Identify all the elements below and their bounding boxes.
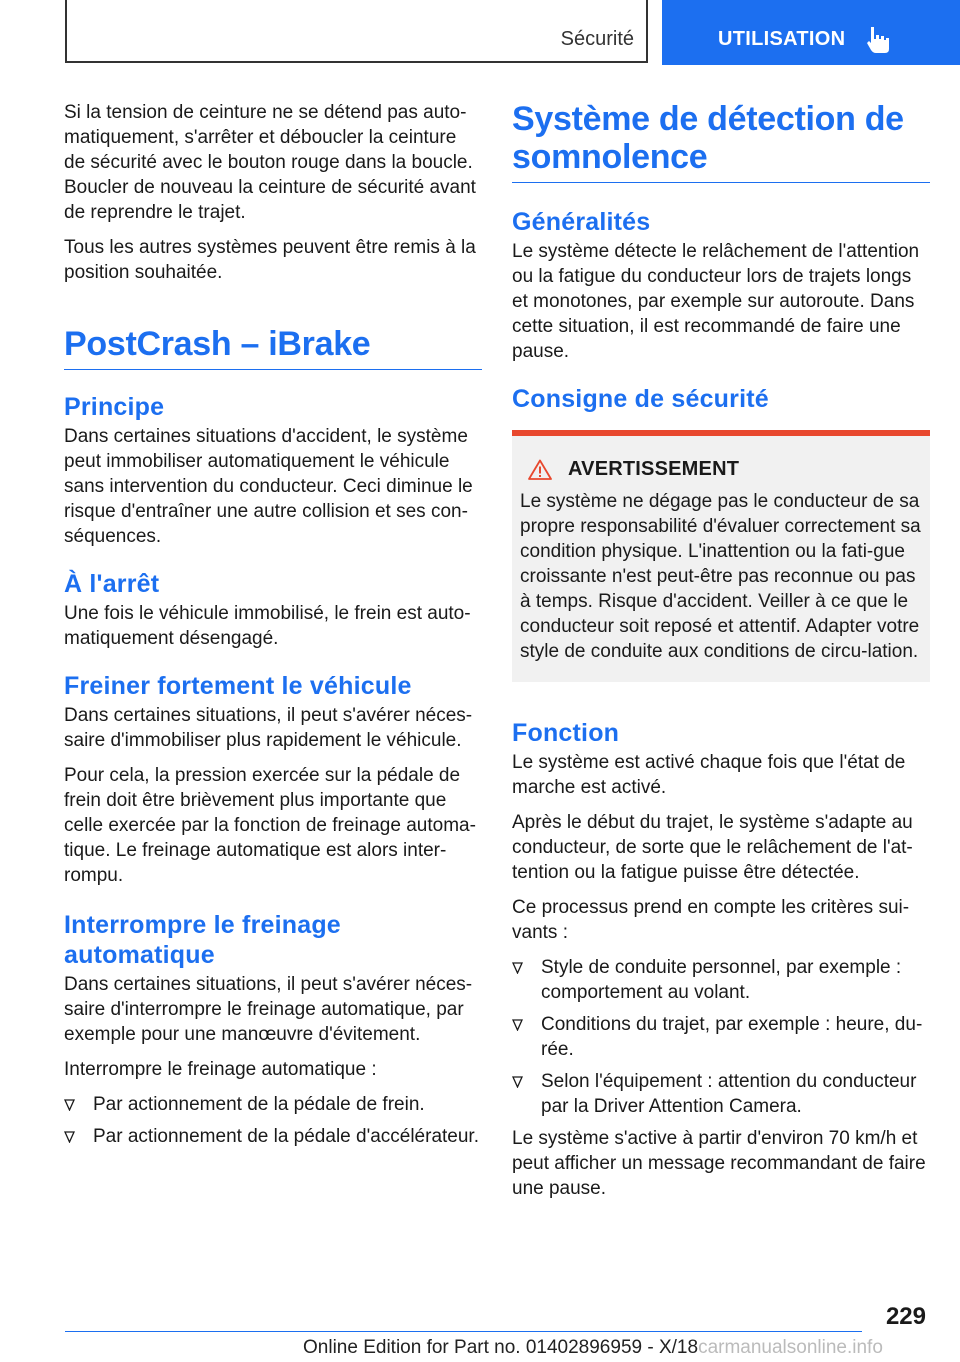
arret-heading: À l'arrêt xyxy=(64,570,160,598)
interrompre-heading: Interrompre le freinage automatique xyxy=(64,911,341,969)
intro-paragraph-1: Si la tension de ceinture ne se détend pas auto-matiquement, s'arrêter et déboucler la ceinture de sécurité avec le bouton rouge dans la boucle. Boucler de nouveau la ceinture de sécurité avant de reprendre le trajet. xyxy=(64,102,476,223)
fonction-paragraph-1: Le système est activé chaque fois que l'état de marche est activé. xyxy=(512,752,906,798)
fonction-paragraph-2: Après le début du trajet, le système s'adapte au conducteur, de sorte que le relâchement de l'at-tention ou la fatigue puisse être détectée. xyxy=(512,812,913,883)
consigne-heading: Consigne de sécurité xyxy=(512,385,769,413)
generalites-text: Le système détecte le relâchement de l'attention ou la fatigue du conducteur lors de trajets longs et monotones, par exemple sur autoroute. Dans cette situation, il est recommandé de faire une pause. xyxy=(512,241,920,362)
header-section-box xyxy=(65,0,648,63)
watermark-text: carmanualsonline.info xyxy=(698,1337,883,1358)
triangle-bullet-icon xyxy=(64,1099,75,1111)
interrompre-paragraph-2: Interrompre le freinage automatique : xyxy=(64,1059,377,1080)
freiner-paragraph-1: Dans certaines situations, il peut s'avérer néces-saire d'immobiliser plus rapidement le véhicule. xyxy=(64,705,473,751)
page-number: 229 xyxy=(885,1303,926,1330)
generalites-heading: Généralités xyxy=(512,208,651,236)
freiner-heading: Freiner fortement le véhicule xyxy=(64,672,412,700)
principe-text: Dans certaines situations d'accident, le système peut immobiliser automatiquement le véhicule sans intervention du conducteur. Ceci diminue le risque d'entraîner une autre collision et ses con-séquences. xyxy=(64,426,473,547)
list-item: Selon l'équipement : attention du conducteur par la Driver Attention Camera. xyxy=(512,1069,930,1119)
warning-text: Le système ne dégage pas le conducteur de sa propre responsabilité d'évaluer correctement sa condition physique. L'inattention ou la fati-gue croissante n'est peut-être pas reconnue ou pas à temps. Risque d'accident. Veiller à ce que le conducteur soit reposé et attentif. Adapter votre style de conduite aux conditions de circu-lation. xyxy=(520,491,921,662)
interrompre-paragraph-1: Dans certaines situations, il peut s'avérer néces-saire d'interrompre le freinage automatique, par exemple pour une manœuvre d'évitement. xyxy=(64,974,473,1045)
fonction-list xyxy=(512,955,930,1119)
warning-box xyxy=(512,430,930,682)
left-column xyxy=(64,100,482,1156)
freiner-paragraph-2: Pour cela, la pression exercée sur la pédale de frein doit être brièvement plus importante que celle exercée par la fonction de freinage automa-tique. Le freinage automatique est alors inter-rompu. xyxy=(64,765,476,886)
principe-heading: Principe xyxy=(64,393,165,421)
triangle-bullet-icon xyxy=(64,1131,75,1143)
intro-paragraph-2: Tous les autres systèmes peuvent être remis à la position souhaitée. xyxy=(64,237,476,283)
postcrash-title: PostCrash – iBrake xyxy=(64,325,482,370)
interrompre-list xyxy=(64,1092,482,1149)
warning-title: AVERTISSEMENT xyxy=(568,458,740,480)
footer-divider xyxy=(65,1331,862,1332)
list-item: Style de conduite personnel, par exemple : comportement au volant. xyxy=(512,955,930,1005)
fonction-heading: Fonction xyxy=(512,719,620,747)
warning-triangle-icon xyxy=(528,459,552,480)
fonction-closing: Le système s'active à partir d'environ 70 km/h et peut afficher un message recommandant de faire une pause. xyxy=(512,1128,926,1199)
chapter-tab[interactable] xyxy=(662,0,960,65)
triangle-bullet-icon xyxy=(512,962,523,974)
somnolence-title: Système de détection de somnolence xyxy=(512,100,930,183)
footer-edition xyxy=(303,1337,883,1359)
arret-text: Une fois le véhicule immobilisé, le frein est auto-matiquement désengagé. xyxy=(64,603,471,649)
triangle-bullet-icon xyxy=(512,1019,523,1031)
chapter-title: UTILISATION xyxy=(718,28,846,50)
list-item: Conditions du trajet, par exemple : heure, du-rée. xyxy=(512,1012,930,1062)
right-column xyxy=(512,100,930,1211)
list-item: Par actionnement de la pédale d'accélérateur. xyxy=(64,1124,482,1149)
list-item: Par actionnement de la pédale de frein. xyxy=(64,1092,482,1117)
fonction-paragraph-3: Ce processus prend en compte les critères sui-vants : xyxy=(512,897,910,943)
pointing-hand-icon xyxy=(865,25,891,55)
section-title: Sécurité xyxy=(560,28,634,50)
edition-text: Online Edition for Part no. 01402896959 - X/18 xyxy=(303,1337,699,1358)
triangle-bullet-icon xyxy=(512,1076,523,1088)
